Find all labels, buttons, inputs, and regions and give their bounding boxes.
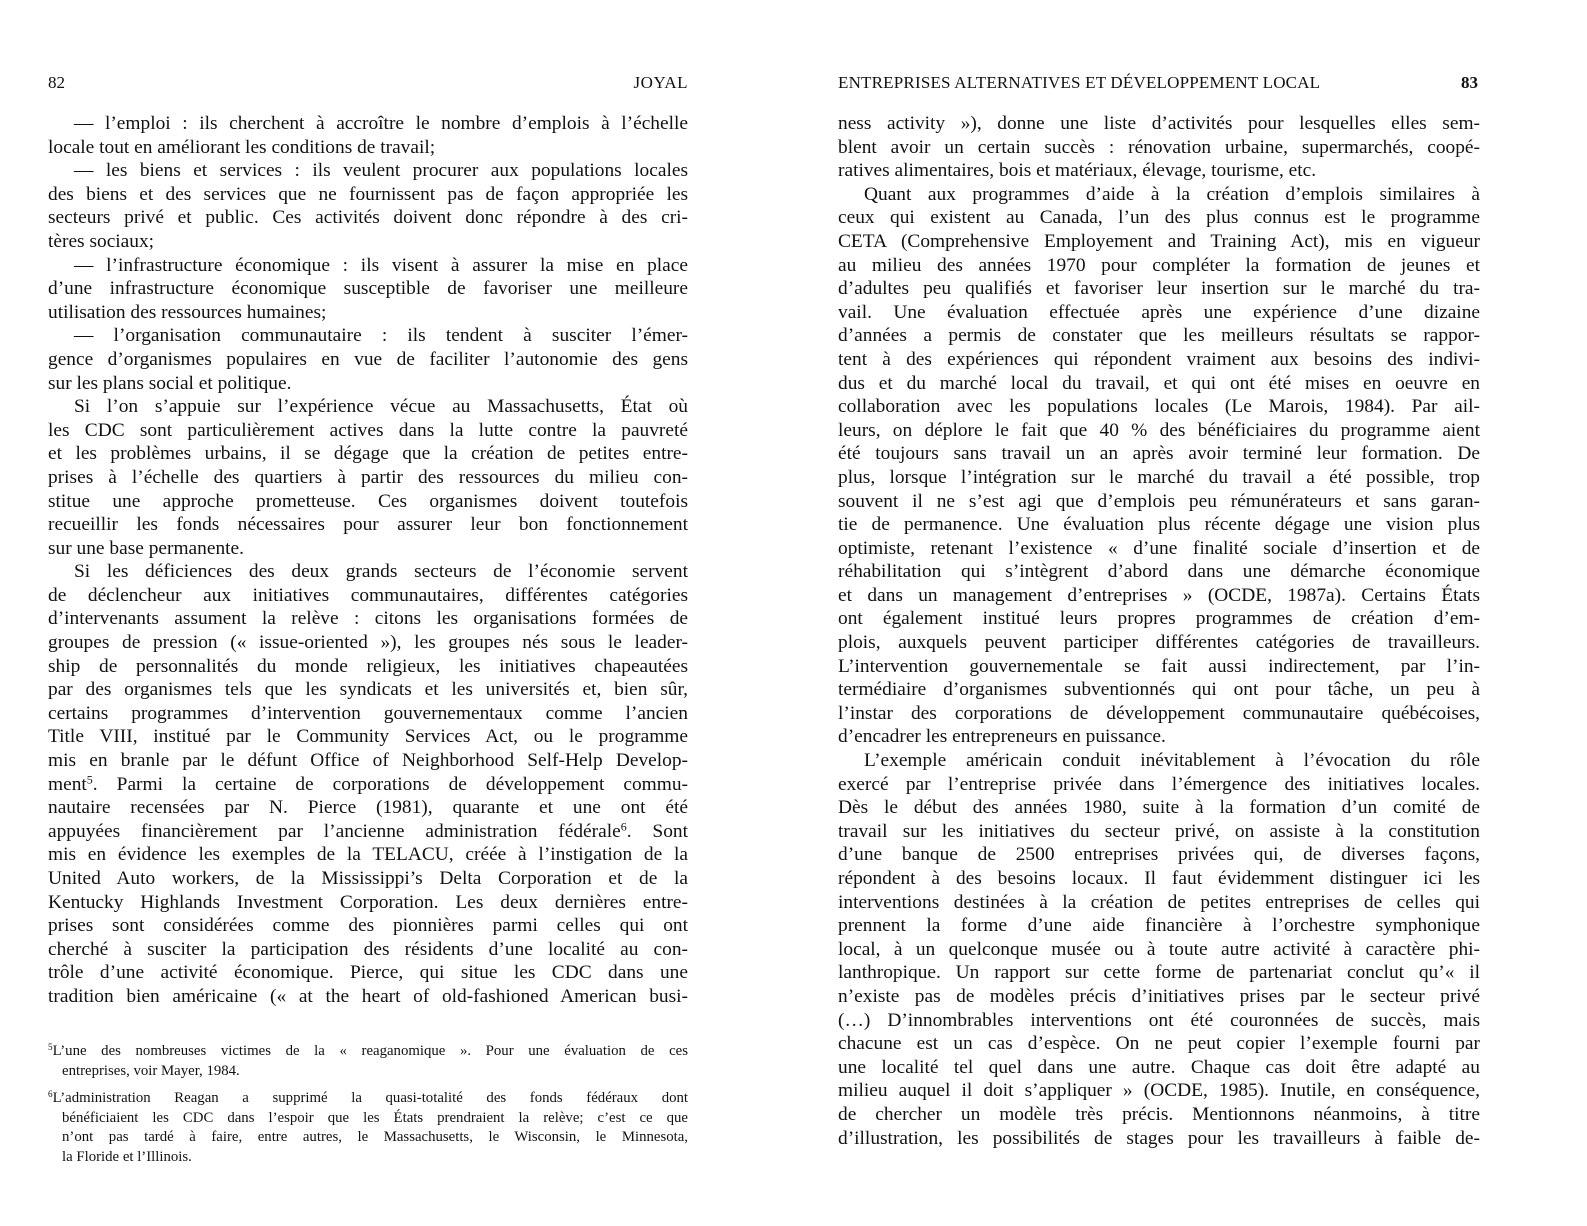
page-number: 82 <box>48 73 65 92</box>
text-line <box>838 938 1480 962</box>
text-line <box>838 725 1480 749</box>
line-text: L’intervention gouvernementale se fait aussi indirectement, par l’in- <box>838 655 1480 677</box>
text-line <box>48 419 688 443</box>
text-line <box>48 678 688 702</box>
line-text: nautaire recensées par N. Pierce (1981), quarante et une ont été <box>48 797 688 819</box>
line-text: — l’emploi : ils cherchent à accroître le nombre d’emplois à l’échelle <box>74 113 688 134</box>
text-line <box>48 843 688 867</box>
line-text: termédiaire d’organismes subventionnés qui ont pour tâche, un peu à <box>838 679 1480 701</box>
left-page <box>48 0 688 1226</box>
line-text: l’instar des corporations de développement communautaire québécoises, <box>838 702 1480 724</box>
line-text: — l’organisation communautaire : ils tendent à susciter l’émer- <box>74 325 688 347</box>
text-line <box>48 631 688 655</box>
text-line <box>48 749 688 773</box>
line-text: les CDC sont particulièrement actives dans la lutte contre la pauvreté <box>48 419 688 441</box>
line-text: plus, lorsque l’intégration sur le marché du travail a été possible, trop <box>838 466 1480 488</box>
text-line <box>48 230 688 254</box>
text-line <box>838 490 1480 514</box>
text-line <box>838 301 1480 325</box>
line-text: utilisation des ressources humaines; <box>48 301 327 323</box>
text-line <box>838 678 1480 702</box>
text-line <box>838 560 1480 584</box>
line-text: Title VIII, institué par le Community Services Act, ou le programme <box>48 726 688 748</box>
text-line <box>48 655 688 679</box>
text-line <box>48 490 688 514</box>
line-text: local, à un quelconque musée ou à toute autre activité à caractère phi- <box>838 938 1480 960</box>
line-text: n’existe pas de modèles précis d’initiatives prises par le secteur privé <box>838 985 1480 1007</box>
text-line <box>838 820 1480 844</box>
text-line <box>48 183 688 207</box>
text-line <box>48 773 688 797</box>
text-line <box>838 537 1480 561</box>
text-line <box>48 820 688 844</box>
line-text: lanthropique. Un rapport sur cette forme de partenariat conclut qu’« il <box>838 962 1480 984</box>
line-text: dus et du marché local du travail, et qui ont été mises en oeuvre en <box>838 372 1480 394</box>
line-text: exercé par l’entreprise privée dans l’émergence des initiatives locales. <box>838 773 1480 795</box>
line-text: tradition bien américaine (« at the heart of old-fashioned American busi- <box>48 985 688 1007</box>
running-head <box>838 72 1480 94</box>
footnote <box>48 1089 688 1167</box>
text-line <box>838 277 1480 301</box>
line-text: et dans un management d’entreprises » (OCDE, 1987a). Certains États <box>838 584 1480 606</box>
text-line <box>48 395 688 419</box>
line-text: mis en évidence les exemples de la TELACU, créée à l’instigation de la <box>48 844 688 866</box>
line-text: Dès le début des années 1980, suite à la formation d’un comité de <box>838 797 1480 819</box>
text-line <box>48 891 688 915</box>
text-line <box>48 159 688 183</box>
line-text: United Auto workers, de la Mississippi’s Delta Corporation et de la <box>48 868 688 889</box>
footnote-line <box>48 1042 688 1062</box>
line-text: — l’infrastructure économique : ils visent à assurer la mise en place <box>74 254 688 276</box>
footnotes <box>48 1042 688 1176</box>
text-line <box>48 607 688 631</box>
line-text: gence d’organismes populaires en vue de faciliter l’autonomie des gens <box>48 348 688 370</box>
body-text <box>48 112 688 1009</box>
line-text: d’une banque de 2500 entreprises privées qui, de diverses façons, <box>838 844 1480 866</box>
line-text: interventions destinées à la création de petites entreprises de celles qui <box>838 891 1480 913</box>
line-text: réhabilitation qui s’intègrent d’abord dans une démarche économique <box>838 561 1480 583</box>
text-line <box>838 230 1480 254</box>
line-text: leurs, on déplore le fait que 40 % des bénéficiaires du programme aient <box>838 419 1480 441</box>
footnote-text: la Floride et l’Illinois. <box>62 1148 192 1165</box>
text-line <box>838 985 1480 1009</box>
text-line <box>838 702 1480 726</box>
text-line <box>48 112 688 136</box>
text-line <box>838 513 1480 537</box>
text-line <box>48 702 688 726</box>
line-text: ness activity »), donne une liste d’activités pour lesquelles elles sem- <box>838 113 1480 134</box>
text-line <box>48 537 688 561</box>
footnote-marker[interactable]: 5 <box>86 772 93 787</box>
text-line <box>838 206 1480 230</box>
line-text: secteurs privé et public. Ces activités doivent donc répondre à des cri- <box>48 207 688 229</box>
line-text: (…) D’innombrables interventions ont été couronnées de succès, mais <box>838 1009 1480 1031</box>
footnote-text: n’ont pas tardé à faire, entre autres, le Massachusetts, le Wisconsin, le Minnesota, <box>62 1129 688 1146</box>
text-line <box>838 442 1480 466</box>
line-text: . Sont <box>626 820 688 842</box>
line-text: sur les plans social et politique. <box>48 372 292 394</box>
text-line <box>48 301 688 325</box>
line-text: ratives alimentaires, bois et matériaux, élevage, tourisme, etc. <box>838 160 1317 182</box>
line-text: ship de personnalités du monde religieux, les initiatives chapeautées <box>48 655 688 677</box>
line-text: blent avoir un certain succès : rénovation urbaine, supermarchés, coopé- <box>838 136 1480 158</box>
text-line <box>48 961 688 985</box>
line-text: — les biens et services : ils veulent procurer aux populations locales <box>74 160 688 182</box>
footnote-text: entreprises, voir Mayer, 1984. <box>62 1062 240 1079</box>
running-head-title: ENTREPRISES ALTERNATIVES ET DÉVELOPPEMENT LOCAL <box>838 73 1321 92</box>
text-line <box>48 372 688 396</box>
text-line <box>838 348 1480 372</box>
line-text: d’adultes peu qualifiés et favoriser leur insertion sur le marché du tra- <box>838 278 1480 300</box>
line-text: d’années a permis de constater que les meilleurs résultats se rappor- <box>838 325 1480 347</box>
line-text: ceux qui existent au Canada, l’un des plus connus est le programme <box>838 207 1480 229</box>
line-text: Kentucky Highlands Investment Corporation. Les deux dernières entre- <box>48 891 688 913</box>
line-text: de chercher un modèle très précis. Mentionnons néanmoins, à titre <box>838 1103 1480 1125</box>
line-text: ment <box>48 773 87 795</box>
text-line <box>48 867 688 891</box>
text-line <box>838 584 1480 608</box>
footnote-line <box>48 1089 688 1109</box>
text-line <box>838 1056 1480 1080</box>
footnote-line <box>48 1128 688 1148</box>
footnote-line <box>48 1109 688 1129</box>
footnote-number: 6 <box>48 1089 53 1100</box>
line-text: travail sur les initiatives du secteur privé, on assiste à la constitution <box>838 820 1480 842</box>
text-line <box>838 112 1480 136</box>
text-line <box>838 1032 1480 1056</box>
text-line <box>48 560 688 584</box>
text-line <box>838 324 1480 348</box>
text-line <box>838 796 1480 820</box>
line-text: stitue une approche prometteuse. Ces organismes doivent toutefois <box>48 490 688 512</box>
line-text: et les problèmes urbains, il se dégage que la création de petites entre- <box>48 443 688 465</box>
footnote-text: L’administration Reagan a supprimé la quasi-totalité des fonds fédéraux dont <box>52 1090 688 1107</box>
text-line <box>48 442 688 466</box>
line-text: mis en branle par le défunt Office of Neighborhood Self-Help Develop- <box>48 750 688 772</box>
text-line <box>48 513 688 537</box>
line-text: tent à des expériences qui répondent vraiment aux besoins des indivi- <box>838 348 1480 370</box>
text-line <box>48 466 688 490</box>
line-text: groupes de pression (« issue-oriented »), les groupes nés sous le leader- <box>48 632 688 654</box>
line-text: plois, auxquels peuvent participer différentes catégories de travailleurs. <box>838 632 1480 654</box>
line-text: prises sont considérées comme des pionnières parmi celles qui ont <box>48 915 688 937</box>
line-text: certains programmes d’intervention gouvernementaux comme l’ancien <box>48 702 688 724</box>
line-text: trôle d’une activité économique. Pierce, qui situe les CDC dans une <box>48 962 688 984</box>
text-line <box>838 372 1480 396</box>
line-text: vail. Une évaluation effectuée après une expérience d’une dizaine <box>838 301 1480 323</box>
text-line <box>838 1079 1480 1103</box>
text-line <box>838 1103 1480 1127</box>
line-text: une localité tel quel dans une autre. Chaque cas doit être adapté au <box>838 1056 1480 1078</box>
text-line <box>838 395 1480 419</box>
line-text: Quant aux programmes d’aide à la création d’emplois similaires à <box>864 183 1480 205</box>
line-text: L’exemple américain conduit inévitablement à l’évocation du rôle <box>864 750 1480 772</box>
text-line <box>838 1127 1480 1151</box>
page-number: 83 <box>1461 73 1478 92</box>
text-line <box>48 136 688 160</box>
text-line <box>48 938 688 962</box>
text-line <box>838 773 1480 797</box>
text-line <box>838 254 1480 278</box>
text-line <box>48 985 688 1009</box>
text-line <box>48 584 688 608</box>
footnote-marker[interactable]: 6 <box>620 819 627 834</box>
line-text: souvent il ne s’est agi que d’emplois peu rémunérateurs et sans garan- <box>838 490 1480 512</box>
line-text: été toujours sans travail un an après avoir terminé leur formation. De <box>838 443 1480 465</box>
line-text: prennent la forme d’une aide financière à l’orchestre symphonique <box>838 915 1480 937</box>
footnote-line <box>48 1148 688 1168</box>
footnote-line <box>48 1062 688 1082</box>
line-text: répondent à des besoins locaux. Il faut évidemment distinguer ici les <box>838 868 1480 889</box>
line-text: d’une infrastructure économique susceptible de favoriser une meilleure <box>48 278 688 300</box>
text-line <box>838 961 1480 985</box>
line-text: Si les déficiences des deux grands secteurs de l’économie servent <box>74 561 688 583</box>
line-text: sur une base permanente. <box>48 537 244 559</box>
line-text: recueillir les fonds nécessaires pour assurer leur bon fonctionnement <box>48 514 688 536</box>
line-text: . Parmi la certaine de corporations de développement commu- <box>92 773 688 795</box>
text-line <box>838 419 1480 443</box>
body-text <box>838 112 1480 1150</box>
text-line <box>838 655 1480 679</box>
text-line <box>838 607 1480 631</box>
text-line <box>48 324 688 348</box>
line-text: d’encadrer les entrepreneurs en puissance. <box>838 726 1166 748</box>
line-text: Si l’on s’appuie sur l’expérience vécue au Massachusetts, État où <box>74 396 688 418</box>
footnote-text: L’une des nombreuses victimes de la « reaganomique ». Pour une évaluation de ces <box>52 1043 688 1059</box>
text-line <box>838 631 1480 655</box>
text-line <box>838 749 1480 773</box>
line-text: de déclencheur aux initiatives communautaires, différentes catégories <box>48 584 688 606</box>
line-text: milieu auquel il doit s’appliquer » (OCDE, 1985). Inutile, en conséquence, <box>838 1080 1480 1102</box>
text-line <box>48 914 688 938</box>
text-line <box>838 914 1480 938</box>
line-text: d’illustration, les possibilités de stages pour les travailleurs à faible de- <box>838 1127 1480 1149</box>
text-line <box>838 843 1480 867</box>
running-head-author: JOYAL <box>633 73 688 92</box>
footnote <box>48 1042 688 1081</box>
running-head <box>48 72 688 94</box>
line-text: par des organismes tels que les syndicats et les universités et, bien sûr, <box>48 679 688 701</box>
footnote-number: 5 <box>48 1041 53 1052</box>
line-text: locale tout en améliorant les conditions de travail; <box>48 136 436 158</box>
line-text: tie de permanence. Une évaluation plus récente dégage une vision plus <box>838 514 1480 536</box>
text-line <box>838 1009 1480 1033</box>
text-line <box>838 466 1480 490</box>
text-line <box>838 136 1480 160</box>
line-text: chacune est un cas d’espèce. On ne peut copier l’exemple fourni par <box>838 1033 1480 1055</box>
text-line <box>48 725 688 749</box>
text-line <box>838 159 1480 183</box>
line-text: cherché à susciter la participation des résidents d’une localité au con- <box>48 938 688 960</box>
line-text: CETA (Comprehensive Employement and Training Act), mis en vigueur <box>838 230 1480 252</box>
line-text: prises à l’échelle des quartiers à partir des ressources du milieu con- <box>48 466 688 488</box>
line-text: collaboration avec les populations locales (Le Marois, 1984). Par ail- <box>838 396 1480 418</box>
right-page <box>838 0 1480 1226</box>
line-text: d’intervenants assument la relève : citons les organisations formées de <box>48 608 688 630</box>
text-line <box>48 796 688 820</box>
text-line <box>48 277 688 301</box>
line-text: appuyées financièrement par l’ancienne administration fédérale <box>48 820 621 842</box>
line-text: au milieu des années 1970 pour compléter la formation de jeunes et <box>838 254 1480 276</box>
text-line <box>838 183 1480 207</box>
text-line <box>48 348 688 372</box>
line-text: optimiste, retenant l’existence « d’une finalité sociale d’insertion et de <box>838 537 1480 559</box>
text-line <box>838 867 1480 891</box>
footnote-text: bénéficiaient les CDC dans l’espoir que les États prendraient la relève; c’est ce que <box>62 1109 688 1126</box>
text-line <box>48 206 688 230</box>
line-text: des biens et des services que ne fournissent pas de façon appropriée les <box>48 183 688 205</box>
text-line <box>838 891 1480 915</box>
text-line <box>48 254 688 278</box>
line-text: ont également institué leurs propres programmes de création d’em- <box>838 608 1480 630</box>
line-text: tères sociaux; <box>48 230 155 252</box>
